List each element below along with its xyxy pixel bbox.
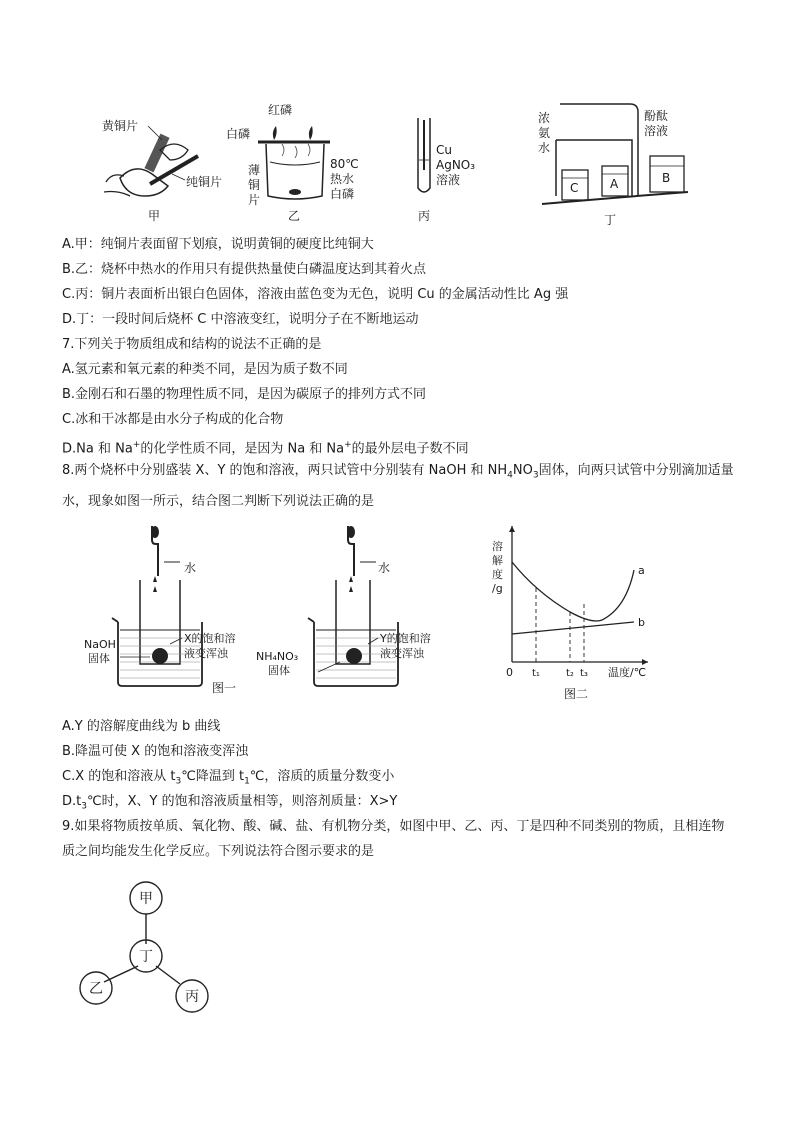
beaker-b: B [662, 171, 671, 185]
label-curve-a: a [638, 564, 645, 577]
q8-c-text-3: ℃，溶质的质量分数变小 [249, 769, 395, 784]
label-copper: 铜 [248, 178, 261, 192]
caption-bing: 丙 [418, 209, 431, 223]
label-red-phosphorus: 红磷 [268, 103, 293, 117]
q8-figure-2 [488, 520, 668, 702]
q8-stem-sub-1: 4 [507, 470, 513, 481]
q7-option-a: A.氢元素和氧元素的种类不同，是因为质子数不同 [62, 362, 348, 377]
figure-ding [538, 104, 688, 227]
y-axis-arrow-icon [509, 526, 515, 532]
q8-d-text-2: ℃时，X、Y 的饱和溶液质量相等，则溶剂质量：X>Y [86, 794, 398, 809]
q8-c-text-2: ℃降温到 t [181, 769, 245, 784]
q8-c-text-1: C.X 的饱和溶液从 t [62, 769, 176, 784]
fig1-y-line2: 液变浑浊 [380, 647, 424, 660]
q8-figure-1 [78, 526, 468, 700]
node-bing-label: 丙 [185, 989, 199, 1005]
fig2-caption: 图二 [564, 687, 589, 701]
label-curve-b: b [638, 616, 645, 629]
label-white-phosphorus-2: 白磷 [330, 187, 355, 201]
label-phenolphthalein-1: 酚酞 [644, 109, 669, 123]
q8-stem-text-2: NO [512, 463, 533, 478]
label-hot-water: 热水 [330, 172, 355, 186]
node-jia-label: 甲 [139, 891, 153, 907]
ylabel-char-2: 解 [492, 554, 503, 567]
fig1-nh4no3-solid: 固体 [268, 664, 290, 677]
q8-c-sub-1: 3 [175, 776, 182, 787]
q7-d-text-2: 的化学性质不同，是因为 Na 和 Na [140, 441, 345, 457]
caption-jia: 甲 [148, 209, 161, 223]
q8-option-c [62, 768, 394, 791]
ylabel-char-3: 度 [492, 568, 503, 581]
curve-b [512, 622, 634, 634]
q8-option-a: A.Y 的溶解度曲线为 b 曲线 [62, 719, 221, 734]
tick-t2: t₂ [566, 668, 574, 679]
q7-d-text-1: D.Na 和 Na [62, 441, 133, 457]
q7-option-b: B.金刚石和石墨的物理性质不同，是因为碳原子的排列方式不同 [62, 387, 427, 402]
label-agno3: AgNO₃ [436, 158, 476, 172]
label-temp: 80℃ [330, 157, 359, 171]
q9-stem: 9.如果将物质按单质、氧化物、酸、碱、盐、有机物分类，如图中甲、乙、丙、丁是四种不同类别的物质，且相连物质之间均能发生化学反应。下列说法符合图示要求的是 [62, 819, 725, 859]
ylabel-char-1: 溶 [492, 540, 503, 553]
figure-yi [226, 102, 359, 223]
q7-stem: 7.下列关于物质组成和结构的说法不正确的是 [62, 337, 322, 352]
label-brass: 黄铜片 [102, 119, 139, 133]
q8-option-d [62, 793, 397, 816]
fig1-naoh-solid: 固体 [88, 652, 110, 665]
beaker-c: C [570, 181, 579, 195]
fig1-nh4no3: NH₄NO₃ [256, 650, 299, 663]
q7-d-sup-1: + [132, 440, 141, 450]
label-thin: 薄 [248, 163, 261, 177]
beaker-right [256, 526, 431, 686]
label-pure-copper: 纯铜片 [186, 175, 223, 189]
q7-option-c: C.冰和干冰都是由水分子构成的化合物 [62, 412, 284, 427]
fig1-caption: 图一 [212, 681, 237, 695]
q6-option-d: D.丁：一段时间后烧杯 C 中溶液变红，说明分子在不断地运动 [62, 312, 419, 327]
x-axis-arrow-icon [642, 659, 648, 665]
q8-d-sub-1: 3 [81, 801, 87, 812]
ylabel-char-4: /g [492, 582, 503, 595]
label-phenolphthalein-2: 溶液 [644, 124, 669, 138]
q8-stem [62, 458, 734, 514]
label-white-phosphorus: 白磷 [226, 127, 251, 141]
fig1-water-left: 水 [184, 561, 197, 575]
caption-yi: 乙 [288, 209, 301, 223]
q9-relation-diagram [76, 876, 226, 1016]
fig1-naoh: NaOH [84, 638, 116, 651]
q8-c-sub-2: 1 [244, 776, 250, 787]
q8-stem-text-3: 固体，向两只试管中分别滴加适量水，现象如图一所示，结合图二判断下列说法正确的是 [62, 463, 734, 509]
q8-d-text-1: D.t [62, 794, 82, 809]
fig1-x-line1: X的饱和溶 [184, 632, 236, 645]
label-cu: Cu [436, 143, 452, 157]
node-ding-label: 丁 [139, 949, 153, 965]
q6-option-a: A.甲：纯铜片表面留下划痕，说明黄铜的硬度比纯铜大 [62, 237, 374, 252]
q7-d-text-3: 的最外层电子数不同 [351, 441, 469, 457]
q7-option-d [62, 436, 469, 458]
fig1-x-line2: 液变浑浊 [184, 647, 228, 660]
q8-stem-sub-2: 3 [532, 470, 539, 481]
label-solution: 溶液 [436, 173, 461, 187]
node-yi-label: 乙 [89, 981, 103, 997]
fig1-y-line1: Y的饱和溶 [380, 632, 431, 645]
xlabel: 温度/℃ [608, 666, 647, 679]
beaker-left [84, 526, 236, 686]
label-sheet: 片 [248, 193, 261, 207]
experiment-figures-row [90, 100, 700, 230]
tick-t1: t₁ [532, 668, 540, 679]
label-conc-1: 浓 [538, 111, 551, 125]
q7-d-sup-2: + [344, 440, 352, 450]
tick-t3: t₃ [580, 668, 588, 679]
curve-a [512, 562, 634, 621]
q8-option-b: B.降温可使 X 的饱和溶液变浑浊 [62, 744, 249, 759]
figure-jia [102, 118, 222, 223]
edge-ding-bing [156, 966, 180, 984]
caption-ding: 丁 [604, 213, 617, 227]
q8-stem-text-1: 8.两个烧杯中分别盛装 X、Y 的饱和溶液，两只试管中分别装有 NaOH 和 NH [62, 463, 508, 478]
beaker-a: A [610, 177, 619, 191]
origin-label: 0 [506, 666, 513, 679]
label-conc-3: 水 [538, 141, 551, 155]
label-conc-2: 氨 [538, 126, 551, 140]
q6-option-c: C.丙：铜片表面析出银白色固体，溶液由蓝色变为无色，说明 Cu 的金属活动性比 Ag 强 [62, 287, 569, 302]
fig1-water-right: 水 [378, 561, 391, 575]
figure-bing [418, 118, 475, 223]
q6-option-b: B.乙：烧杯中热水的作用只有提供热量使白磷温度达到其着火点 [62, 262, 427, 277]
